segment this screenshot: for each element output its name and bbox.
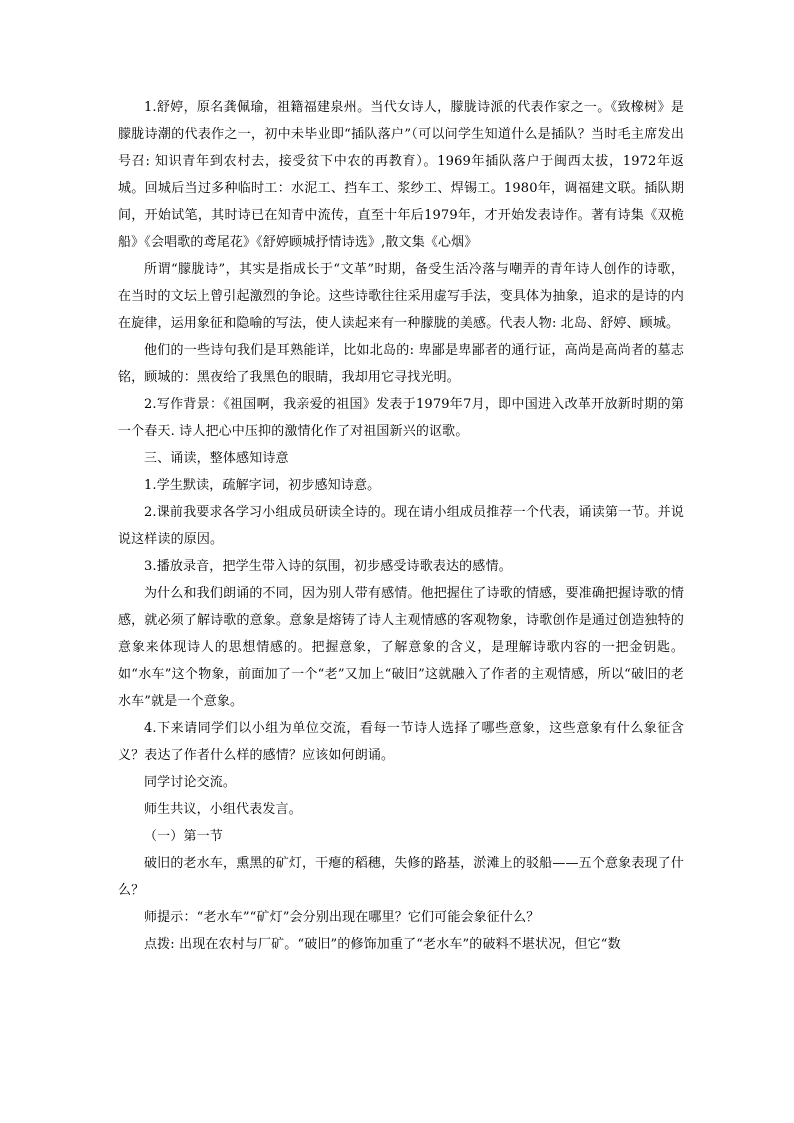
paragraph-step-1: 1.学生默读，疏解字词，初步感知诗意。 xyxy=(144,478,381,493)
paragraph-menglong-poetry: 所谓“朦胧诗”，其实是指成长于“文革”时期，备受生活冷落与嘲弄的青年诗人创作的诗歌，在当时的文坛上曾引起激烈的争论。这些诗歌往往采用虚写手法，变具体为抽象，追求的是诗的内在旋律，运用象征和隐喻的写法，使人读起来有一种朦胧的美感。代表人物: 北岛、舒婷、顾城。 xyxy=(118,262,684,331)
paragraph-group-speech: 师生共议，小组代表发言。 xyxy=(144,802,302,817)
subheading-section-one: （一）第一节 xyxy=(144,829,223,844)
paragraph-teacher-hint: 师提示：“老水车”“矿灯”会分别出现在哪里？它们可能会象征什么？ xyxy=(144,910,540,925)
paragraph-step-3: 3.播放录音，把学生带入诗的氛围，初步感受诗歌表达的感情。 xyxy=(144,559,512,574)
paragraph-imagery-explanation: 为什么和我们朗诵的不同，因为别人带有感情。他把握住了诗歌的情感，要准确把握诗歌的情感，就必须了解诗歌的意象。意象是熔铸了诗人主观情感的客观物象，诗歌创作是通过创造独特的意象来体现诗人的思想情感的。把握意象，了解意象的含义，是理解诗歌内容的一把金钥匙。如“水车”这个物象，前面加了一个“老”又加上“破旧”这就融入了作者的主观情感，所以“破旧的老水车”就是一个意象。 xyxy=(118,586,684,709)
paragraph-step-2: 2.课前我要求各学习小组成员研读全诗的。现在请小组成员推荐一个代表，诵读第一节。并说说这样读的原因。 xyxy=(118,505,684,547)
paragraph-step-4: 4.下来请同学们以小组为单位交流，看每一节诗人选择了哪些意象，这些意象有什么象征含义？表达了作者什么样的感情？应该如何朗诵。 xyxy=(118,721,684,763)
paragraph-famous-lines: 他们的一些诗句我们是耳熟能详，比如北岛的: 卑鄙是卑鄙者的通行证，高尚是高尚者的墓志铭，顾城的：黑夜给了我黑色的眼睛，我却用它寻找光明。 xyxy=(118,343,684,385)
paragraph-guidance: 点拨: 出现在农村与厂矿。“破旧”的修饰加重了“老水车”的破料不堪状况，但它“数 xyxy=(144,937,621,952)
paragraph-five-images: 破旧的老水车，熏黑的矿灯，干瘪的稻穗，失修的路基，淤滩上的驳船——五个意象表现了什么？ xyxy=(118,856,684,898)
paragraph-shu-ting-bio: 1.舒婷，原名龚佩瑜，祖籍福建泉州。当代女诗人，朦胧诗派的代表作家之一。《致橡树》是朦胧诗潮的代表作之一，初中未毕业即“插队落户”（可以问学生知道什么是插队？当时毛主席发出号召: 知识青年到农村去，接受贫下中农的再教育）。1969年插队落户于闽西太拔，1972年返城。回城后当过多种临时工：水泥工、挡车工、浆纱工、焊锡工。1980年，调福建文联。插队期间，开始试笔，其时诗已在知青中流传，直至十年后1979年，才开始发表诗作。著有诗集《双桅船》《会唱歌的鸢尾花》《舒婷顾城抒情诗选》,散文集《心烟》 xyxy=(118,100,684,250)
paragraph-writing-background: 2.写作背景：《祖国啊，我亲爱的祖国》发表于1979年7月，即中国进入改革开放新时期的第一个春天. 诗人把心中压抑的激情化作了对祖国新兴的讴歌。 xyxy=(118,397,684,439)
document-page xyxy=(118,94,684,958)
paragraph-discussion: 同学讨论交流。 xyxy=(144,775,237,790)
section-heading-recitation: 三、诵读，整体感知诗意 xyxy=(144,451,289,466)
